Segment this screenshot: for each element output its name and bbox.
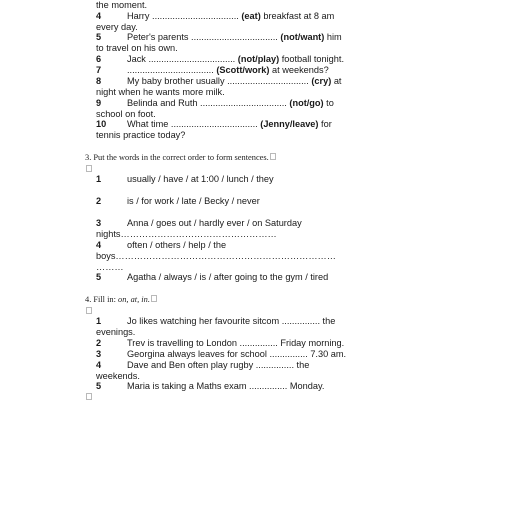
item-number: 4 [96, 11, 102, 21]
ex3-item-4-cont: boys……………………………………………………………… [96, 251, 336, 261]
ex2-item-4-cont: every day. [96, 22, 138, 32]
item-text: Belinda and Ruth .................................. (not/go) to [127, 98, 334, 108]
ex3-heading: 3. Put the words in the correct order to form sentences. [85, 152, 276, 163]
item-number: 3 [96, 218, 102, 228]
ex4-item-4-cont: weekends. [96, 371, 140, 381]
item-text: Maria is taking a Maths exam ............... Monday. [127, 381, 325, 391]
placeholder-box-icon [86, 165, 92, 172]
item-text: usually / have / at 1:00 / lunch / they [127, 174, 274, 184]
placeholder-box-icon [86, 393, 92, 400]
item-number: 7 [96, 65, 102, 75]
item-text: Agatha / always / is / after going to the gym / tired [127, 272, 329, 282]
item-number: 10 [96, 119, 107, 129]
item-text: Georgina always leaves for school ............... 7.30 am. [127, 349, 347, 359]
item-number: 1 [96, 174, 102, 184]
item-number: 6 [96, 54, 102, 64]
item-number: 4 [96, 360, 102, 370]
item-text: My baby brother usually ................................ (cry) at [127, 76, 342, 86]
item-text: .................................. (Scott/work) at weekends? [127, 65, 329, 75]
item-text: Anna / goes out / hardly ever / on Saturday [127, 218, 302, 228]
item-text: Peter's parents .................................. (not/want) him [127, 32, 342, 42]
placeholder-box-icon [270, 153, 276, 160]
ex2-item-8-cont: night when he wants more milk. [96, 87, 225, 97]
item-text: Jo likes watching her favourite sitcom ............... the [127, 316, 336, 326]
ex4-heading: 4. Fill in: on, at, in. [85, 294, 157, 305]
item-number: 5 [96, 272, 102, 282]
item-number: 5 [96, 381, 102, 391]
ex2-top-tail: the moment. [96, 0, 148, 10]
ex3-item-4-cont2: ……… [96, 262, 124, 272]
item-text: Harry .................................. (eat) breakfast at 8 am [127, 11, 335, 21]
item-number: 8 [96, 76, 102, 86]
item-number: 1 [96, 316, 102, 326]
ex2-item-5-cont: to travel on his own. [96, 43, 178, 53]
item-text: often / others / help / the [127, 240, 227, 250]
placeholder-box-icon [86, 307, 92, 314]
item-number: 4 [96, 240, 102, 250]
item-text: is / for work / late / Becky / never [127, 196, 260, 206]
item-text: Dave and Ben often play rugby ............... the [127, 360, 310, 370]
item-text: Trev is travelling to London ............... Friday morning. [127, 338, 345, 348]
ex2-item-10-cont: tennis practice today? [96, 130, 186, 140]
item-number: 3 [96, 349, 102, 359]
item-number: 5 [96, 32, 102, 42]
item-number: 2 [96, 338, 102, 348]
ex2-item-9-cont: school on foot. [96, 109, 156, 119]
item-text: What time .................................. (Jenny/leave) for [127, 119, 332, 129]
item-text: Jack .................................. (not/play) football tonight. [127, 54, 345, 64]
placeholder-box-icon [151, 295, 157, 302]
ex4-item-1-cont: evenings. [96, 327, 136, 337]
ex3-item-3-cont: nights…………………………………………… [96, 229, 277, 239]
item-number: 9 [96, 98, 102, 108]
item-number: 2 [96, 196, 102, 206]
